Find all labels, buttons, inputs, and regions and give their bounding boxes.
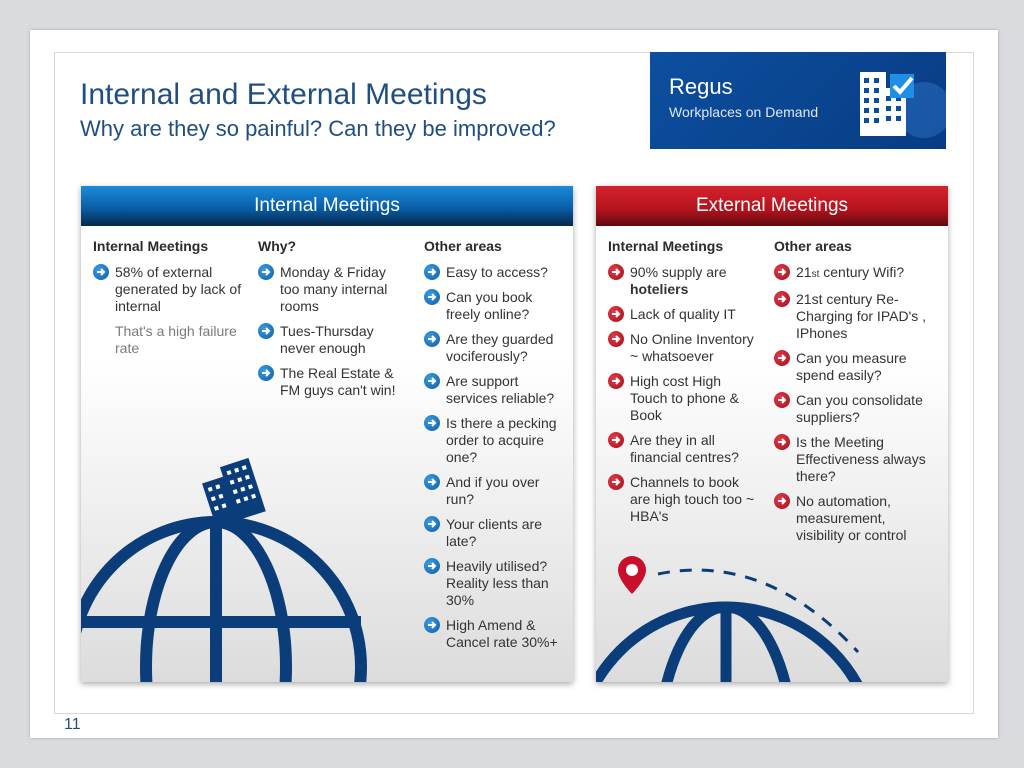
arrow-right-icon xyxy=(774,264,790,280)
list-item: The Real Estate & FM guys can't win! xyxy=(258,365,408,399)
list-item: Are they guarded vociferously? xyxy=(424,331,564,365)
internal-col-internal xyxy=(93,238,243,357)
list-item: No Online Inventory ~ whatsoever xyxy=(608,331,758,365)
internal-panel-header: Internal Meetings xyxy=(81,186,573,226)
slide-subtitle: Why are they so painful? Can they be improved? xyxy=(80,116,556,141)
arrow-right-icon xyxy=(93,264,109,280)
regus-logo xyxy=(650,52,946,149)
arrow-right-icon xyxy=(774,392,790,408)
list-item: And if you over run? xyxy=(424,474,564,508)
arrow-right-icon xyxy=(258,264,274,280)
arrow-right-icon xyxy=(424,474,440,490)
arrow-right-icon xyxy=(608,432,624,448)
internal-col-other xyxy=(424,238,564,659)
arrow-right-icon xyxy=(608,306,624,322)
column-heading: Other areas xyxy=(774,238,852,254)
list-item: 21st century Re-Charging for IPAD's , IPhones xyxy=(774,291,936,342)
logo-tagline: Workplaces on Demand xyxy=(669,104,819,120)
slide-title: Internal and External Meetings xyxy=(80,78,487,111)
arrow-right-icon xyxy=(424,289,440,305)
list-item: 21st century Wifi? xyxy=(774,264,936,283)
arrow-right-icon xyxy=(424,617,440,633)
arrow-right-icon xyxy=(608,331,624,347)
arrow-right-icon xyxy=(424,264,440,280)
external-meetings-panel xyxy=(596,186,948,682)
arrow-right-icon xyxy=(258,365,274,381)
list-item: Can you consolidate suppliers? xyxy=(774,392,936,426)
list-item: Lack of quality IT xyxy=(608,306,758,323)
column-heading: Internal Meetings xyxy=(93,238,209,254)
list-item: Channels to book are high touch too ~ HBA's xyxy=(608,474,758,525)
arrow-right-icon xyxy=(258,323,274,339)
list-item: High Amend & Cancel rate 30%+ xyxy=(424,617,564,651)
arrow-right-icon xyxy=(424,373,440,389)
page-number: 11 xyxy=(64,716,81,733)
list-item: Are they in all financial centres? xyxy=(608,432,758,466)
list-item: Can you book freely online? xyxy=(424,289,564,323)
failure-rate-note: That's a high failure rate xyxy=(115,323,237,356)
arrow-right-icon xyxy=(608,264,624,280)
list-item: Monday & Friday too many internal rooms xyxy=(258,264,408,315)
list-item: No automation, measurement, visibility or control xyxy=(774,493,936,544)
internal-col-why xyxy=(258,238,408,407)
globe-with-building-illustration xyxy=(81,422,401,682)
external-panel-header: External Meetings xyxy=(596,186,948,226)
arrow-right-icon xyxy=(424,415,440,431)
arrow-right-icon xyxy=(774,434,790,450)
column-heading: Other areas xyxy=(424,238,502,254)
building-check-icon xyxy=(836,66,946,146)
slide xyxy=(30,30,998,738)
list-item: Can you measure spend easily? xyxy=(774,350,936,384)
list-item: High cost High Touch to phone & Book xyxy=(608,373,758,424)
arrow-right-icon xyxy=(774,350,790,366)
arrow-right-icon xyxy=(424,516,440,532)
internal-meetings-panel xyxy=(81,186,573,682)
list-item: Tues-Thursday never enough xyxy=(258,323,408,357)
column-heading: Why? xyxy=(258,238,297,254)
location-pin-icon xyxy=(618,556,646,594)
logo-name: Regus xyxy=(669,74,733,99)
arrow-right-icon xyxy=(608,373,624,389)
arrow-right-icon xyxy=(424,558,440,574)
list-item: Are support services reliable? xyxy=(424,373,564,407)
globe-with-route-illustration xyxy=(596,552,948,682)
arrow-right-icon xyxy=(608,474,624,490)
list-item: Easy to access? xyxy=(424,264,564,281)
column-heading: Internal Meetings xyxy=(608,238,724,254)
list-item: Is there a pecking order to acquire one? xyxy=(424,415,564,466)
list-item: 58% of external generated by lack of internal xyxy=(93,264,243,315)
external-col-other xyxy=(774,238,936,552)
list-item: Your clients are late? xyxy=(424,516,564,550)
list-item: 90% supply are hoteliers xyxy=(608,264,758,298)
list-item: Heavily utilised? Reality less than 30% xyxy=(424,558,564,609)
external-col-internal xyxy=(608,238,758,533)
arrow-right-icon xyxy=(774,291,790,307)
list-item: Is the Meeting Effectiveness always there? xyxy=(774,434,936,485)
arrow-right-icon xyxy=(424,331,440,347)
arrow-right-icon xyxy=(774,493,790,509)
